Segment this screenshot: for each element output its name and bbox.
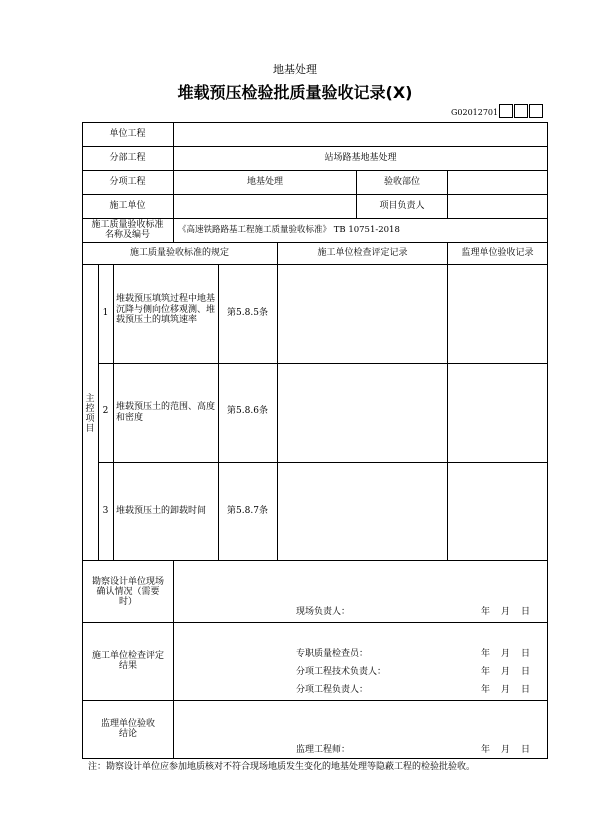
unit-project-label: 单位工程 (109, 129, 146, 139)
form-code: G02012701 (451, 108, 499, 117)
construction-unit-label: 施工单位 (109, 201, 146, 211)
item-2-clause: 第5.8.6条 (227, 406, 268, 416)
survey-month: 月 (501, 607, 511, 617)
item-3-clause: 第5.8.7条 (227, 506, 268, 516)
item-3-supervisor-record[interactable] (448, 463, 547, 560)
column-header-contractor: 施工单位检查评定记录 (317, 248, 408, 258)
item-2-contractor-record[interactable] (278, 364, 447, 462)
technical-lead-month: 月 (501, 667, 511, 677)
item-3-number: 3 (102, 506, 109, 516)
supervisor-year: 年 (481, 745, 491, 755)
item-1-supervisor-record[interactable] (448, 265, 547, 363)
inspector-month: 月 (501, 649, 511, 659)
inspector-year: 年 (481, 649, 491, 659)
survey-label: 勘察设计单位现场确认情况（需要时） (92, 577, 165, 607)
technical-lead-day: 日 (521, 667, 531, 677)
item-project-value[interactable]: 地基处理 (246, 177, 283, 187)
survey-day: 日 (521, 607, 531, 617)
item-2-supervisor-record[interactable] (448, 364, 547, 462)
technical-lead-year: 年 (481, 667, 491, 677)
item-project-label: 分项工程 (109, 177, 146, 187)
item-1-contractor-record[interactable] (278, 265, 447, 363)
contractor-result-label: 施工单位检查评定结果 (92, 651, 165, 671)
item-1-clause: 第5.8.5条 (227, 308, 268, 318)
accept-part-label: 验收部位 (383, 177, 420, 187)
column-header-supervisor: 监理单位验收记录 (461, 248, 534, 258)
column-header-standard: 施工质量验收标准的规定 (129, 248, 229, 258)
code-box-2[interactable] (514, 104, 528, 118)
survey-sign-label: 现场负责人： (296, 607, 351, 617)
item-1-number: 1 (102, 308, 109, 318)
item-lead-month: 月 (501, 685, 511, 695)
document-title: 堆载预压检验批质量验收记录(X) (177, 83, 413, 102)
supervisor-engineer-label: 监理工程师： (296, 745, 351, 755)
technical-lead-label: 分项工程技术负责人： (296, 667, 387, 677)
code-box-1[interactable] (499, 104, 513, 118)
document-subtitle: 地基处理 (273, 63, 317, 76)
standard-label-line-2: 名称及编号 (104, 230, 150, 240)
code-box-3[interactable] (529, 104, 543, 118)
item-lead-day: 日 (521, 685, 531, 695)
sub-project-value[interactable]: 站场路基地基处理 (324, 153, 397, 163)
survey-year: 年 (481, 607, 491, 617)
supervisor-conclusion-label: 监理单位验收结论 (100, 719, 155, 739)
standard-label-line-1: 施工质量验收标准 (91, 220, 164, 230)
item-lead-label: 分项工程负责人： (296, 685, 369, 695)
item-lead-year: 年 (481, 685, 491, 695)
item-3-text: 堆载预压土的卸载时间 (116, 506, 207, 516)
item-2-text: 堆载预压土的范围、高度和密度 (116, 402, 216, 423)
quality-inspector-label: 专职质量检查员： (296, 649, 369, 659)
supervisor-month: 月 (501, 745, 511, 755)
sub-project-label: 分部工程 (109, 153, 146, 163)
footnote: 注：勘察设计单位应参加地质核对不符合现场地质发生变化的地基处理等隐蔽工程的检验批验收。 (88, 762, 476, 772)
main-items-label: 主控项目 (85, 394, 95, 434)
item-1-text: 堆载预压填筑过程中地基沉降与侧向位移观测、堆载预压土的填筑速率 (116, 294, 216, 325)
standard-value: 《高速铁路路基工程施工质量验收标准》 TB 10751-2018 (178, 225, 400, 235)
inspector-day: 日 (521, 649, 531, 659)
supervisor-day: 日 (521, 745, 531, 755)
item-2-number: 2 (102, 406, 109, 416)
project-manager-label: 项目负责人 (379, 201, 425, 211)
item-3-contractor-record[interactable] (278, 463, 447, 560)
